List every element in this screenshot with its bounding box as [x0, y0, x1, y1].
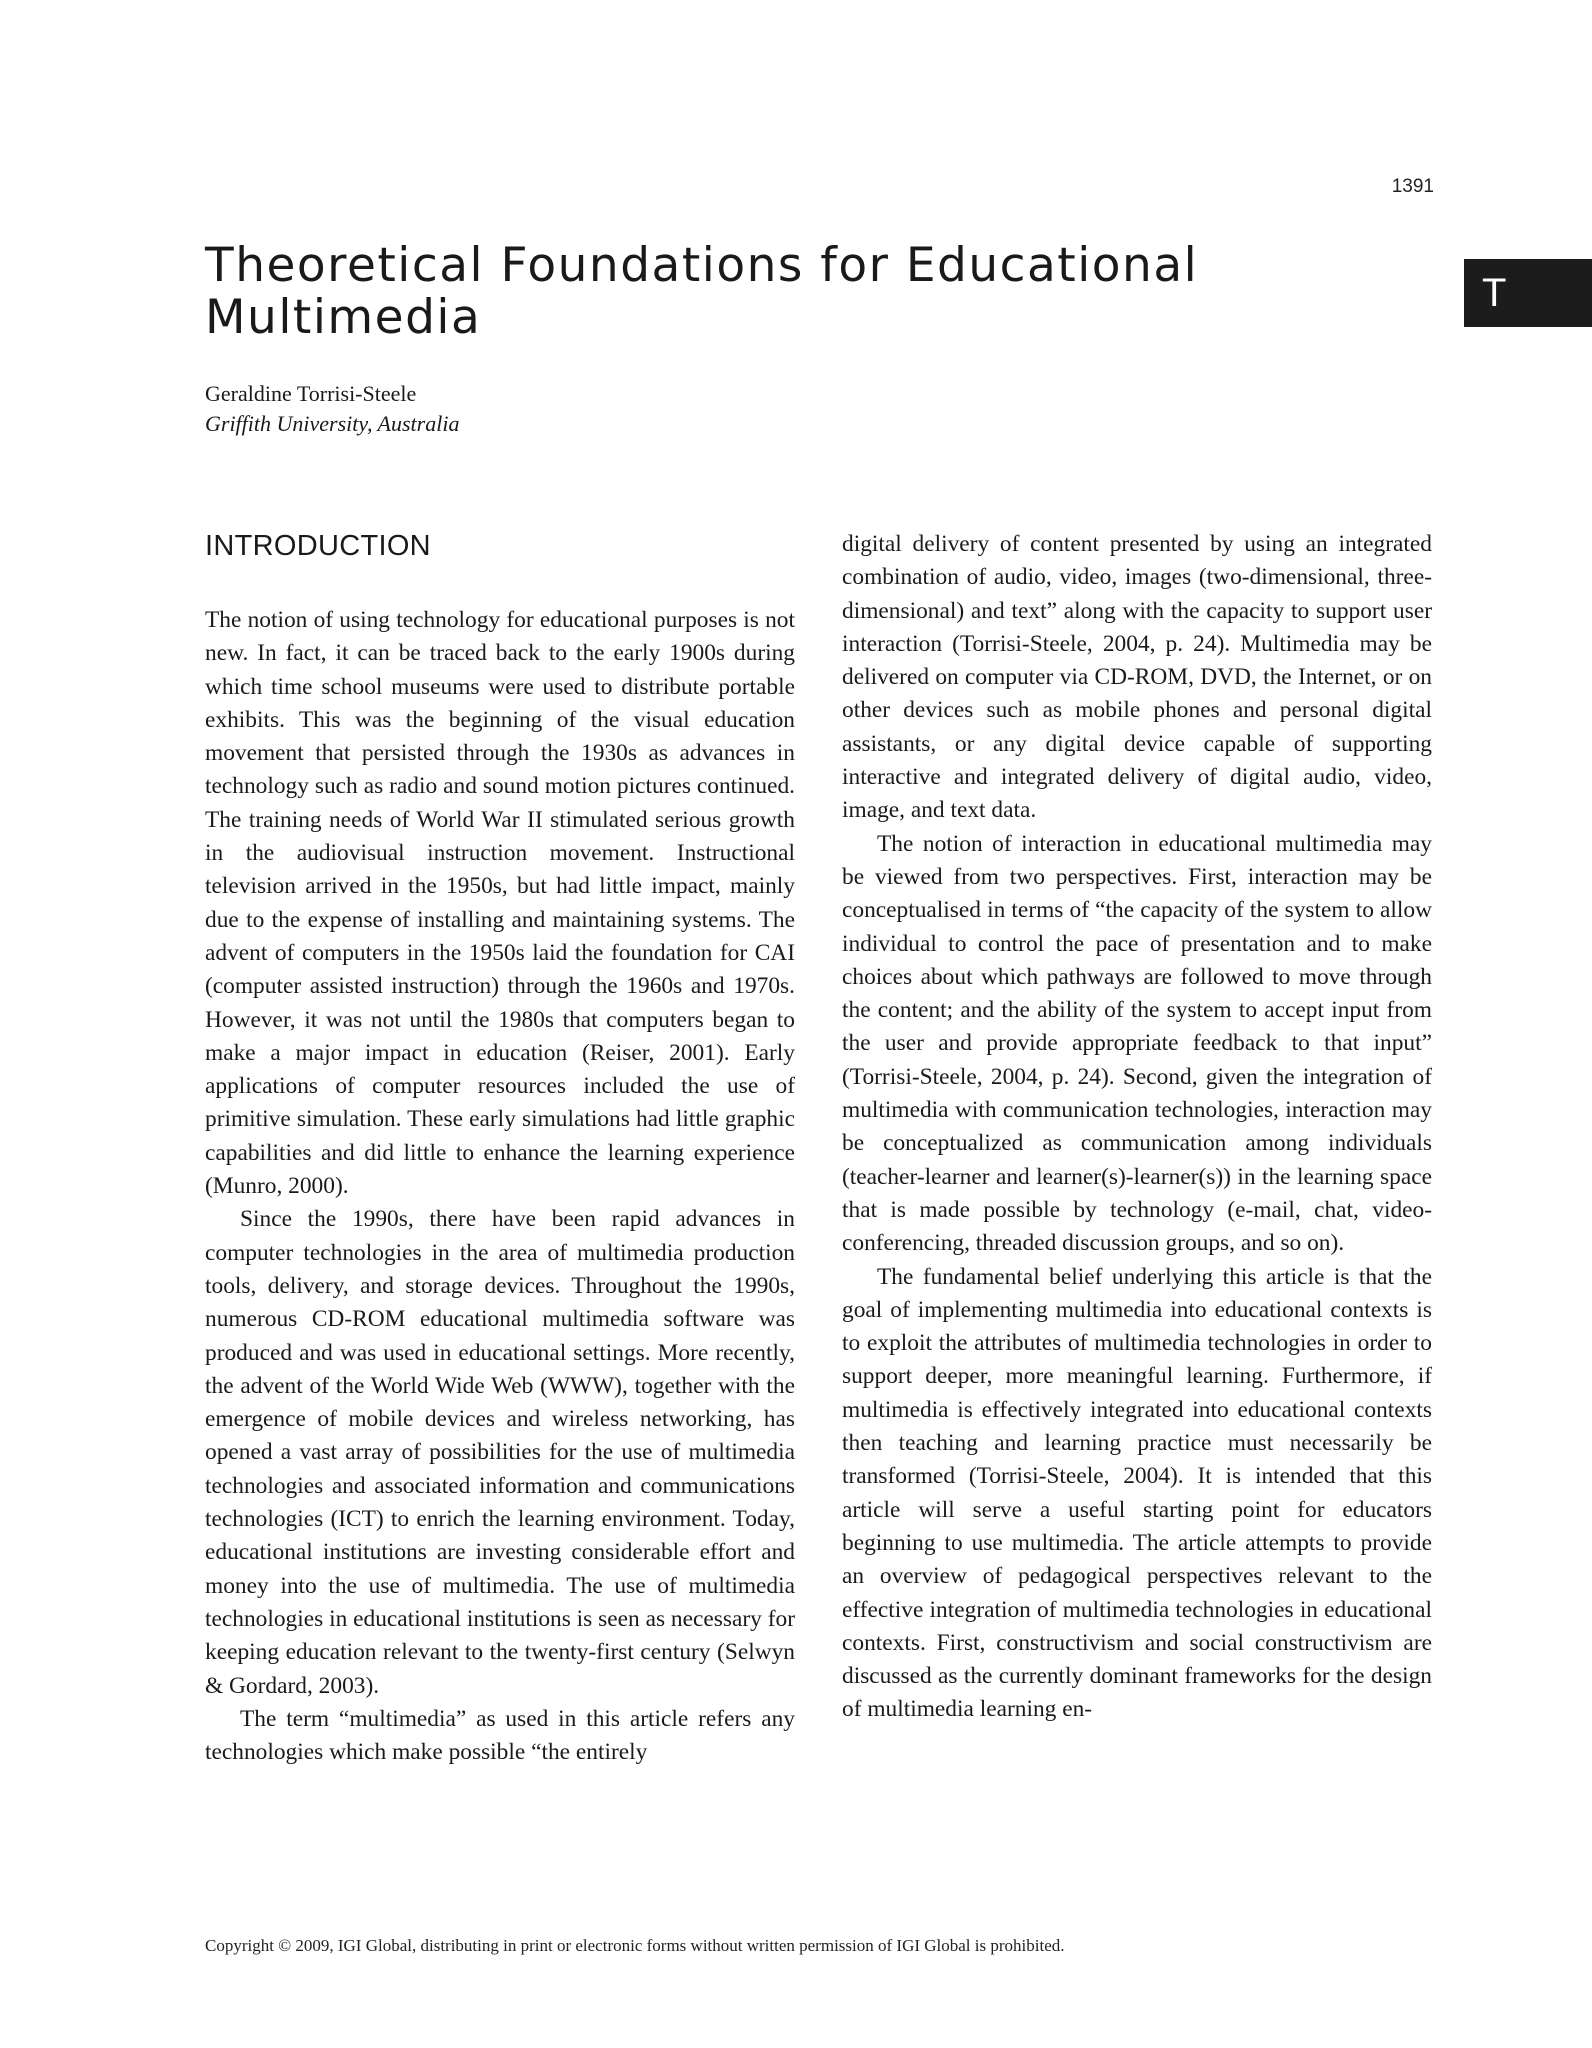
article-title: Theoretical Foundations for Educational Multimedia — [205, 238, 1199, 345]
paragraph: The term “multimedia” as used in this article refers any technologies which make possible “the entirely — [205, 1705, 795, 1766]
right-column — [842, 528, 1432, 1727]
copyright-notice: Copyright © 2009, IGI Global, distributing in print or electronic forms without written permission of IGI Global is prohibited. — [205, 1936, 1065, 1955]
paragraph: Since the 1990s, there have been rapid advances in computer technologies in the area of multimedia production tools, delivery, and storage devices. Throughout the 1990s, numerous CD-ROM educational multimedia software was produced and was used in educational settings. More recently, the advent of the World Wide Web (WWW), together with the emergence of mobile devices and wireless networking, has opened a vast array of possibilities for the use of multimedia technologies and associated information and communications technologies (ICT) to enrich the learning environment. Today, educational institutions are investing considerable effort and money into the use of multimedia. The use of multimedia technologies in educational institutions is seen as necessary for keeping education relevant to the twenty-first century (Selwyn & Gordard, 2003). — [205, 1206, 795, 1699]
section-heading: INTRODUCTION — [205, 530, 431, 562]
author-affiliation: Griffith University, Australia — [205, 411, 460, 436]
paragraph: The fundamental belief underlying this article is that the goal of implementing multimedia into educational contexts is to exploit the attributes of multimedia technologies in order to support deeper, more meaningful learning. Furthermore, if multimedia is effectively integrated into educational contexts then teaching and learning practice must necessarily be transformed (Torrisi-Steele, 2004). It is intended that this article will serve a useful starting point for educators beginning to use multimedia. The article attempts to provide an overview of pedagogical perspectives relevant to the effective integration of multimedia technologies in educational contexts. First, constructivism and social constructivism are discussed as the currently dominant frameworks for the design of multimedia learning en- — [842, 1263, 1432, 1723]
paragraph: digital delivery of content presented by using an integrated combination of audio, video, images (two-dimensional, three-dimensional) and text” along with the capacity to support user interaction (Torrisi-Steele, 2004, p. 24). Multimedia may be delivered on computer via CD-ROM, DVD, the Internet, or on other devices such as mobile phones and personal digital assistants, or any digital device capable of supporting interactive and integrated delivery of digital audio, video, image, and text data. — [842, 531, 1432, 824]
paragraph: The notion of interaction in educational multimedia may be viewed from two perspectives. First, interaction may be conceptualised in terms of “the capacity of the system to allow individual to control the pace of presentation and to make choices about which pathways are followed to move through the content; and the ability of the system to accept input from the user and provide appropriate feedback to that input” (Torrisi-Steele, 2004, p. 24). Second, given the integration of multimedia with communication technologies, interaction may be conceptualized as communication among individuals (teacher-learner and learner(s)-learner(s)) in the learning space that is made possible by technology (e-mail, chat, video-conferencing, threaded discussion groups, and so on). — [842, 830, 1432, 1257]
left-column — [205, 528, 795, 1769]
section-tab: T — [1464, 259, 1592, 327]
author-name: Geraldine Torrisi-Steele — [205, 381, 417, 406]
page-number: 1391 — [1391, 176, 1434, 197]
paragraph: The notion of using technology for educational purposes is not new. In fact, it can be traced back to the early 1900s during which time school museums were used to distribute portable exhibits. This was the beginning of the visual education movement that persisted through the 1930s as advances in technology such as radio and sound motion pictures continued. The training needs of World War II stimulated serious growth in the audiovisual instruction movement. Instructional television arrived in the 1950s, but had little impact, mainly due to the expense of installing and maintaining systems. The advent of computers in the 1950s laid the foundation for CAI (computer assisted instruction) through the 1960s and 1970s. However, it was not until the 1980s that computers began to make a major impact in education (Reiser, 2001). Early applications of computer resources included the use of primitive simulation. These early simulations had little graphic capabilities and did little to enhance the learning experience (Munro, 2000). — [205, 607, 795, 1200]
